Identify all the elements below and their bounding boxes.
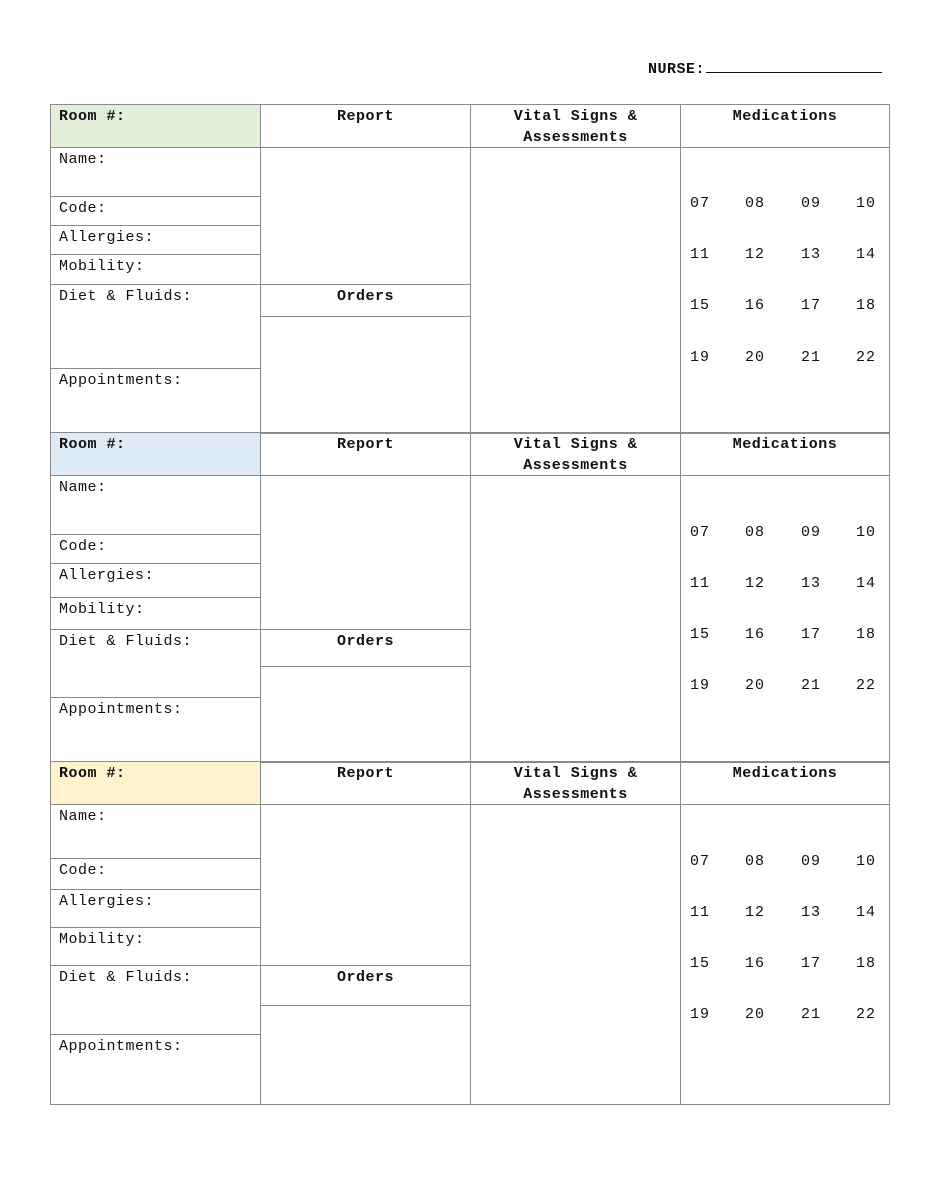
medication-hour-row [681, 626, 891, 646]
medication-hour[interactable]: 12 [744, 575, 765, 592]
medications-header [680, 104, 890, 148]
mobility-field[interactable] [50, 254, 261, 285]
medication-hour[interactable]: 08 [744, 524, 765, 541]
medications-area[interactable] [680, 475, 890, 763]
medication-hour[interactable]: 14 [855, 575, 876, 592]
code-field-label: Code: [59, 862, 107, 879]
medication-hour[interactable]: 07 [689, 524, 710, 541]
nurse-signature-line[interactable] [706, 58, 882, 73]
report-title: Report [336, 765, 394, 782]
medication-hour[interactable]: 11 [689, 246, 710, 263]
vital-signs-title-line1: Vital Signs & [513, 436, 638, 453]
medication-hour[interactable]: 21 [800, 349, 821, 366]
medication-hour[interactable]: 20 [744, 1006, 765, 1023]
vital-signs-area[interactable] [470, 475, 681, 763]
diet-fluids-field-label: Diet & Fluids: [59, 969, 193, 986]
report-area[interactable] [260, 147, 471, 285]
medication-hour[interactable]: 16 [744, 297, 765, 314]
vital-signs-header [470, 432, 681, 476]
room-block-3 [50, 761, 890, 1104]
medication-hour[interactable]: 14 [855, 904, 876, 921]
medications-title: Medications [732, 436, 838, 453]
medications-header [680, 432, 890, 476]
diet-fluids-field[interactable] [50, 965, 261, 1035]
nurse-label: NURSE: [648, 61, 706, 78]
medication-hour[interactable]: 07 [689, 853, 710, 870]
medication-hour-row [681, 349, 891, 369]
appointments-field[interactable] [50, 368, 261, 434]
medication-hour[interactable]: 17 [800, 297, 821, 314]
medication-hour-row [681, 677, 891, 697]
orders-title: Orders [336, 633, 394, 650]
code-field-label: Code: [59, 538, 107, 555]
code-field[interactable] [50, 858, 261, 890]
medication-hour[interactable]: 18 [855, 297, 876, 314]
name-field-label: Name: [59, 151, 107, 168]
medication-hour-row [681, 853, 891, 873]
vital-signs-title-line2: Assessments [523, 457, 628, 474]
medication-hour-row [681, 1006, 891, 1026]
allergies-field[interactable] [50, 563, 261, 598]
appointments-field-label: Appointments: [59, 1038, 183, 1055]
mobility-field-label: Mobility: [59, 258, 145, 275]
diet-fluids-field[interactable] [50, 284, 261, 369]
vital-signs-area[interactable] [470, 804, 681, 1105]
medication-hour[interactable]: 20 [744, 677, 765, 694]
medication-hour[interactable]: 21 [800, 677, 821, 694]
room-block-2 [50, 432, 890, 762]
medication-hour[interactable]: 13 [800, 575, 821, 592]
vital-signs-title-line1: Vital Signs & [513, 765, 638, 782]
medication-hour[interactable]: 18 [855, 626, 876, 643]
mobility-field[interactable] [50, 927, 261, 966]
medication-hour-row [681, 904, 891, 924]
orders-header [260, 284, 471, 317]
name-field[interactable] [50, 475, 261, 535]
report-area[interactable] [260, 804, 471, 966]
report-header [260, 432, 471, 476]
orders-area[interactable] [260, 1005, 471, 1105]
medications-title: Medications [732, 108, 838, 125]
vital-signs-header [470, 104, 681, 148]
medication-hour[interactable]: 22 [855, 1006, 876, 1023]
appointments-field-label: Appointments: [59, 372, 183, 389]
allergies-field[interactable] [50, 225, 261, 255]
medication-hour[interactable]: 16 [744, 955, 765, 972]
medication-hour[interactable]: 10 [855, 195, 876, 212]
code-field[interactable] [50, 196, 261, 226]
medication-hour[interactable]: 19 [689, 349, 710, 366]
diet-fluids-field-label: Diet & Fluids: [59, 288, 193, 305]
medication-hour[interactable]: 15 [689, 955, 710, 972]
code-field-label: Code: [59, 200, 107, 217]
room-number-cell[interactable] [50, 104, 261, 148]
medication-hour[interactable]: 22 [855, 677, 876, 694]
appointments-field-label: Appointments: [59, 701, 183, 718]
room-block-1 [50, 104, 890, 433]
medication-hour[interactable]: 19 [689, 1006, 710, 1023]
orders-area[interactable] [260, 666, 471, 763]
report-area[interactable] [260, 475, 471, 630]
medication-hour[interactable]: 22 [855, 349, 876, 366]
mobility-field[interactable] [50, 597, 261, 630]
medication-hour[interactable]: 09 [800, 853, 821, 870]
medication-hour[interactable]: 13 [800, 904, 821, 921]
diet-fluids-field-label: Diet & Fluids: [59, 633, 193, 650]
orders-header [260, 629, 471, 667]
medication-hour-row [681, 195, 891, 215]
medication-hour[interactable]: 09 [800, 195, 821, 212]
medication-hour-row [681, 524, 891, 544]
room-number-cell[interactable] [50, 432, 261, 476]
orders-header [260, 965, 471, 1006]
vital-signs-area[interactable] [470, 147, 681, 434]
report-header [260, 104, 471, 148]
medication-hour-row [681, 246, 891, 266]
appointments-field[interactable] [50, 1034, 261, 1105]
medication-hour[interactable]: 13 [800, 246, 821, 263]
medication-hour[interactable]: 17 [800, 626, 821, 643]
medication-hour[interactable]: 11 [689, 904, 710, 921]
medications-title: Medications [732, 765, 838, 782]
allergies-field-label: Allergies: [59, 567, 155, 584]
name-field-label: Name: [59, 808, 107, 825]
medication-hour[interactable]: 16 [744, 626, 765, 643]
orders-area[interactable] [260, 316, 471, 434]
code-field[interactable] [50, 534, 261, 564]
medication-hour[interactable]: 20 [744, 349, 765, 366]
medication-hour[interactable]: 08 [744, 195, 765, 212]
medication-hour[interactable]: 19 [689, 677, 710, 694]
medication-hour[interactable]: 21 [800, 1006, 821, 1023]
orders-title: Orders [336, 969, 394, 986]
mobility-field-label: Mobility: [59, 931, 145, 948]
vital-signs-title-line2: Assessments [523, 129, 628, 146]
medication-hour[interactable]: 09 [800, 524, 821, 541]
allergies-field[interactable] [50, 889, 261, 928]
name-field[interactable] [50, 147, 261, 197]
appointments-field[interactable] [50, 697, 261, 763]
orders-title: Orders [336, 288, 394, 305]
medication-hour[interactable]: 08 [744, 853, 765, 870]
allergies-field-label: Allergies: [59, 893, 155, 910]
vital-signs-header [470, 761, 681, 805]
allergies-field-label: Allergies: [59, 229, 155, 246]
report-title: Report [336, 108, 394, 125]
medication-hour[interactable]: 12 [744, 904, 765, 921]
medication-hour[interactable]: 10 [855, 853, 876, 870]
medication-hour[interactable]: 12 [744, 246, 765, 263]
report-title: Report [336, 436, 394, 453]
room-number-label: Room #: [59, 765, 126, 782]
medications-area[interactable] [680, 804, 890, 1105]
name-field[interactable] [50, 804, 261, 859]
patient-sheet [50, 104, 890, 1104]
room-number-label: Room #: [59, 108, 126, 125]
medication-hour[interactable]: 10 [855, 524, 876, 541]
medication-hour-row [681, 297, 891, 317]
medication-hour[interactable]: 11 [689, 575, 710, 592]
report-header [260, 761, 471, 805]
medication-hour[interactable]: 17 [800, 955, 821, 972]
medication-hour-row [681, 955, 891, 975]
room-number-cell[interactable] [50, 761, 261, 805]
medications-header [680, 761, 890, 805]
medication-hour[interactable]: 14 [855, 246, 876, 263]
medication-hour[interactable]: 07 [689, 195, 710, 212]
nurse-field [648, 58, 882, 78]
mobility-field-label: Mobility: [59, 601, 145, 618]
medication-hour[interactable]: 18 [855, 955, 876, 972]
vital-signs-title-line2: Assessments [523, 786, 628, 803]
diet-fluids-field[interactable] [50, 629, 261, 698]
name-field-label: Name: [59, 479, 107, 496]
medication-hour[interactable]: 15 [689, 297, 710, 314]
medication-hour-row [681, 575, 891, 595]
room-number-label: Room #: [59, 436, 126, 453]
medication-hour[interactable]: 15 [689, 626, 710, 643]
medications-area[interactable] [680, 147, 890, 434]
vital-signs-title-line1: Vital Signs & [513, 108, 638, 125]
